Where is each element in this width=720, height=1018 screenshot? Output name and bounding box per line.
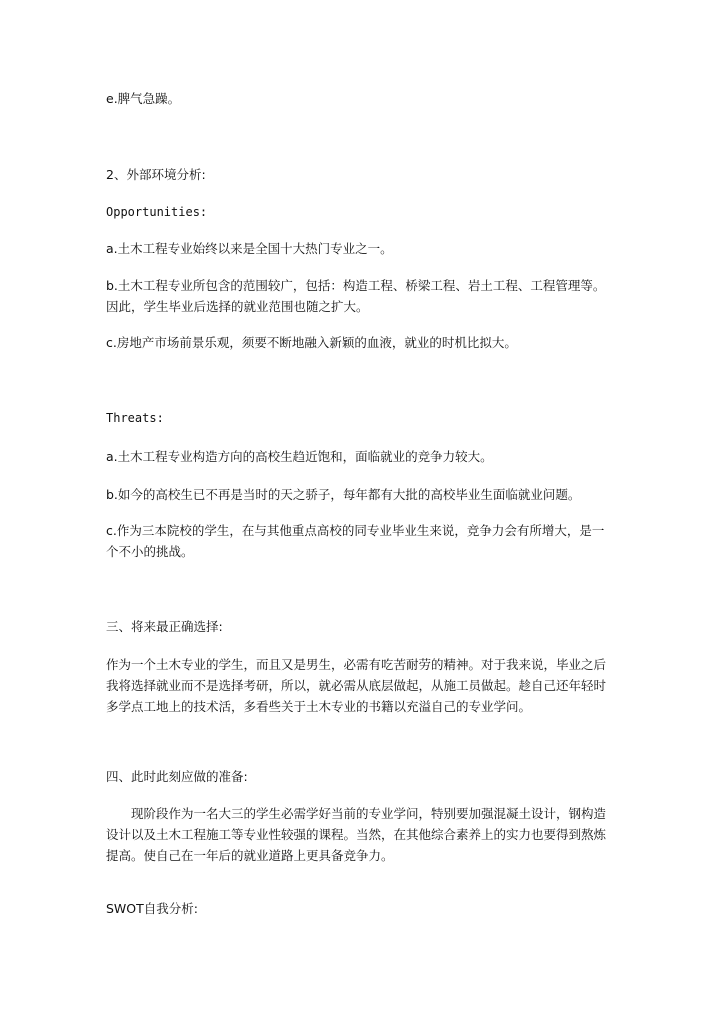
section-2-heading: 2、外部环境分析:: [106, 167, 206, 182]
opportunity-item-c: c.房地产市场前景乐观，须要不断地融入新颖的血液，就业的时机比拟大。: [106, 335, 517, 350]
swot-heading: SWOT自我分析:: [106, 901, 198, 916]
threat-item-b: b.如今的高校生已不再是当时的天之骄子，每年都有大批的高校毕业生面临就业问题。: [106, 487, 581, 502]
threats-heading: Threats:: [106, 411, 164, 425]
opportunity-item-b: b.土木工程专业所包含的范围较广，包括：构造工程、桥梁工程、岩土工程、工程管理等。因此，学生毕业后选择的就业范围也随之扩大。: [106, 278, 606, 314]
opportunity-item-a: a.土木工程专业始终以来是全国十大热门专业之一。: [106, 241, 393, 256]
weakness-item-e: e.脾气急躁。: [106, 91, 181, 106]
section-4-body: 现阶段作为一名大三的学生必需学好当前的专业学问，特别要加强混凝土设计，钢构造设计以及土木工程施工等专业性较强的课程。当然，在其他综合素养上的实力也要得到熬炼提高。使自己在一年后的就业道路上更具备竞争力。: [106, 806, 607, 863]
threat-item-c: c.作为三本院校的学生，在与其他重点高校的同专业毕业生来说，竞争力会有所增大，是一个不小的挑战。: [106, 523, 605, 559]
section-3-body: 作为一个土木专业的学生，而且又是男生，必需有吃苦耐劳的精神。对于我来说，毕业之后我将选择就业而不是选择考研，所以，就必需从底层做起，从施工员做起。趁自己还年轻时多学点工地上的技术活，多看些关于土木专业的书籍以充溢自己的专业学问。: [106, 657, 607, 714]
section-3-heading: 三、将来最正确选择:: [106, 619, 223, 634]
threat-item-a: a.土木工程专业构造方向的高校生趋近饱和，面临就业的竞争力较大。: [106, 449, 493, 464]
opportunities-heading: Opportunities:: [106, 205, 208, 219]
section-4-heading: 四、此时此刻应做的准备:: [106, 769, 248, 784]
